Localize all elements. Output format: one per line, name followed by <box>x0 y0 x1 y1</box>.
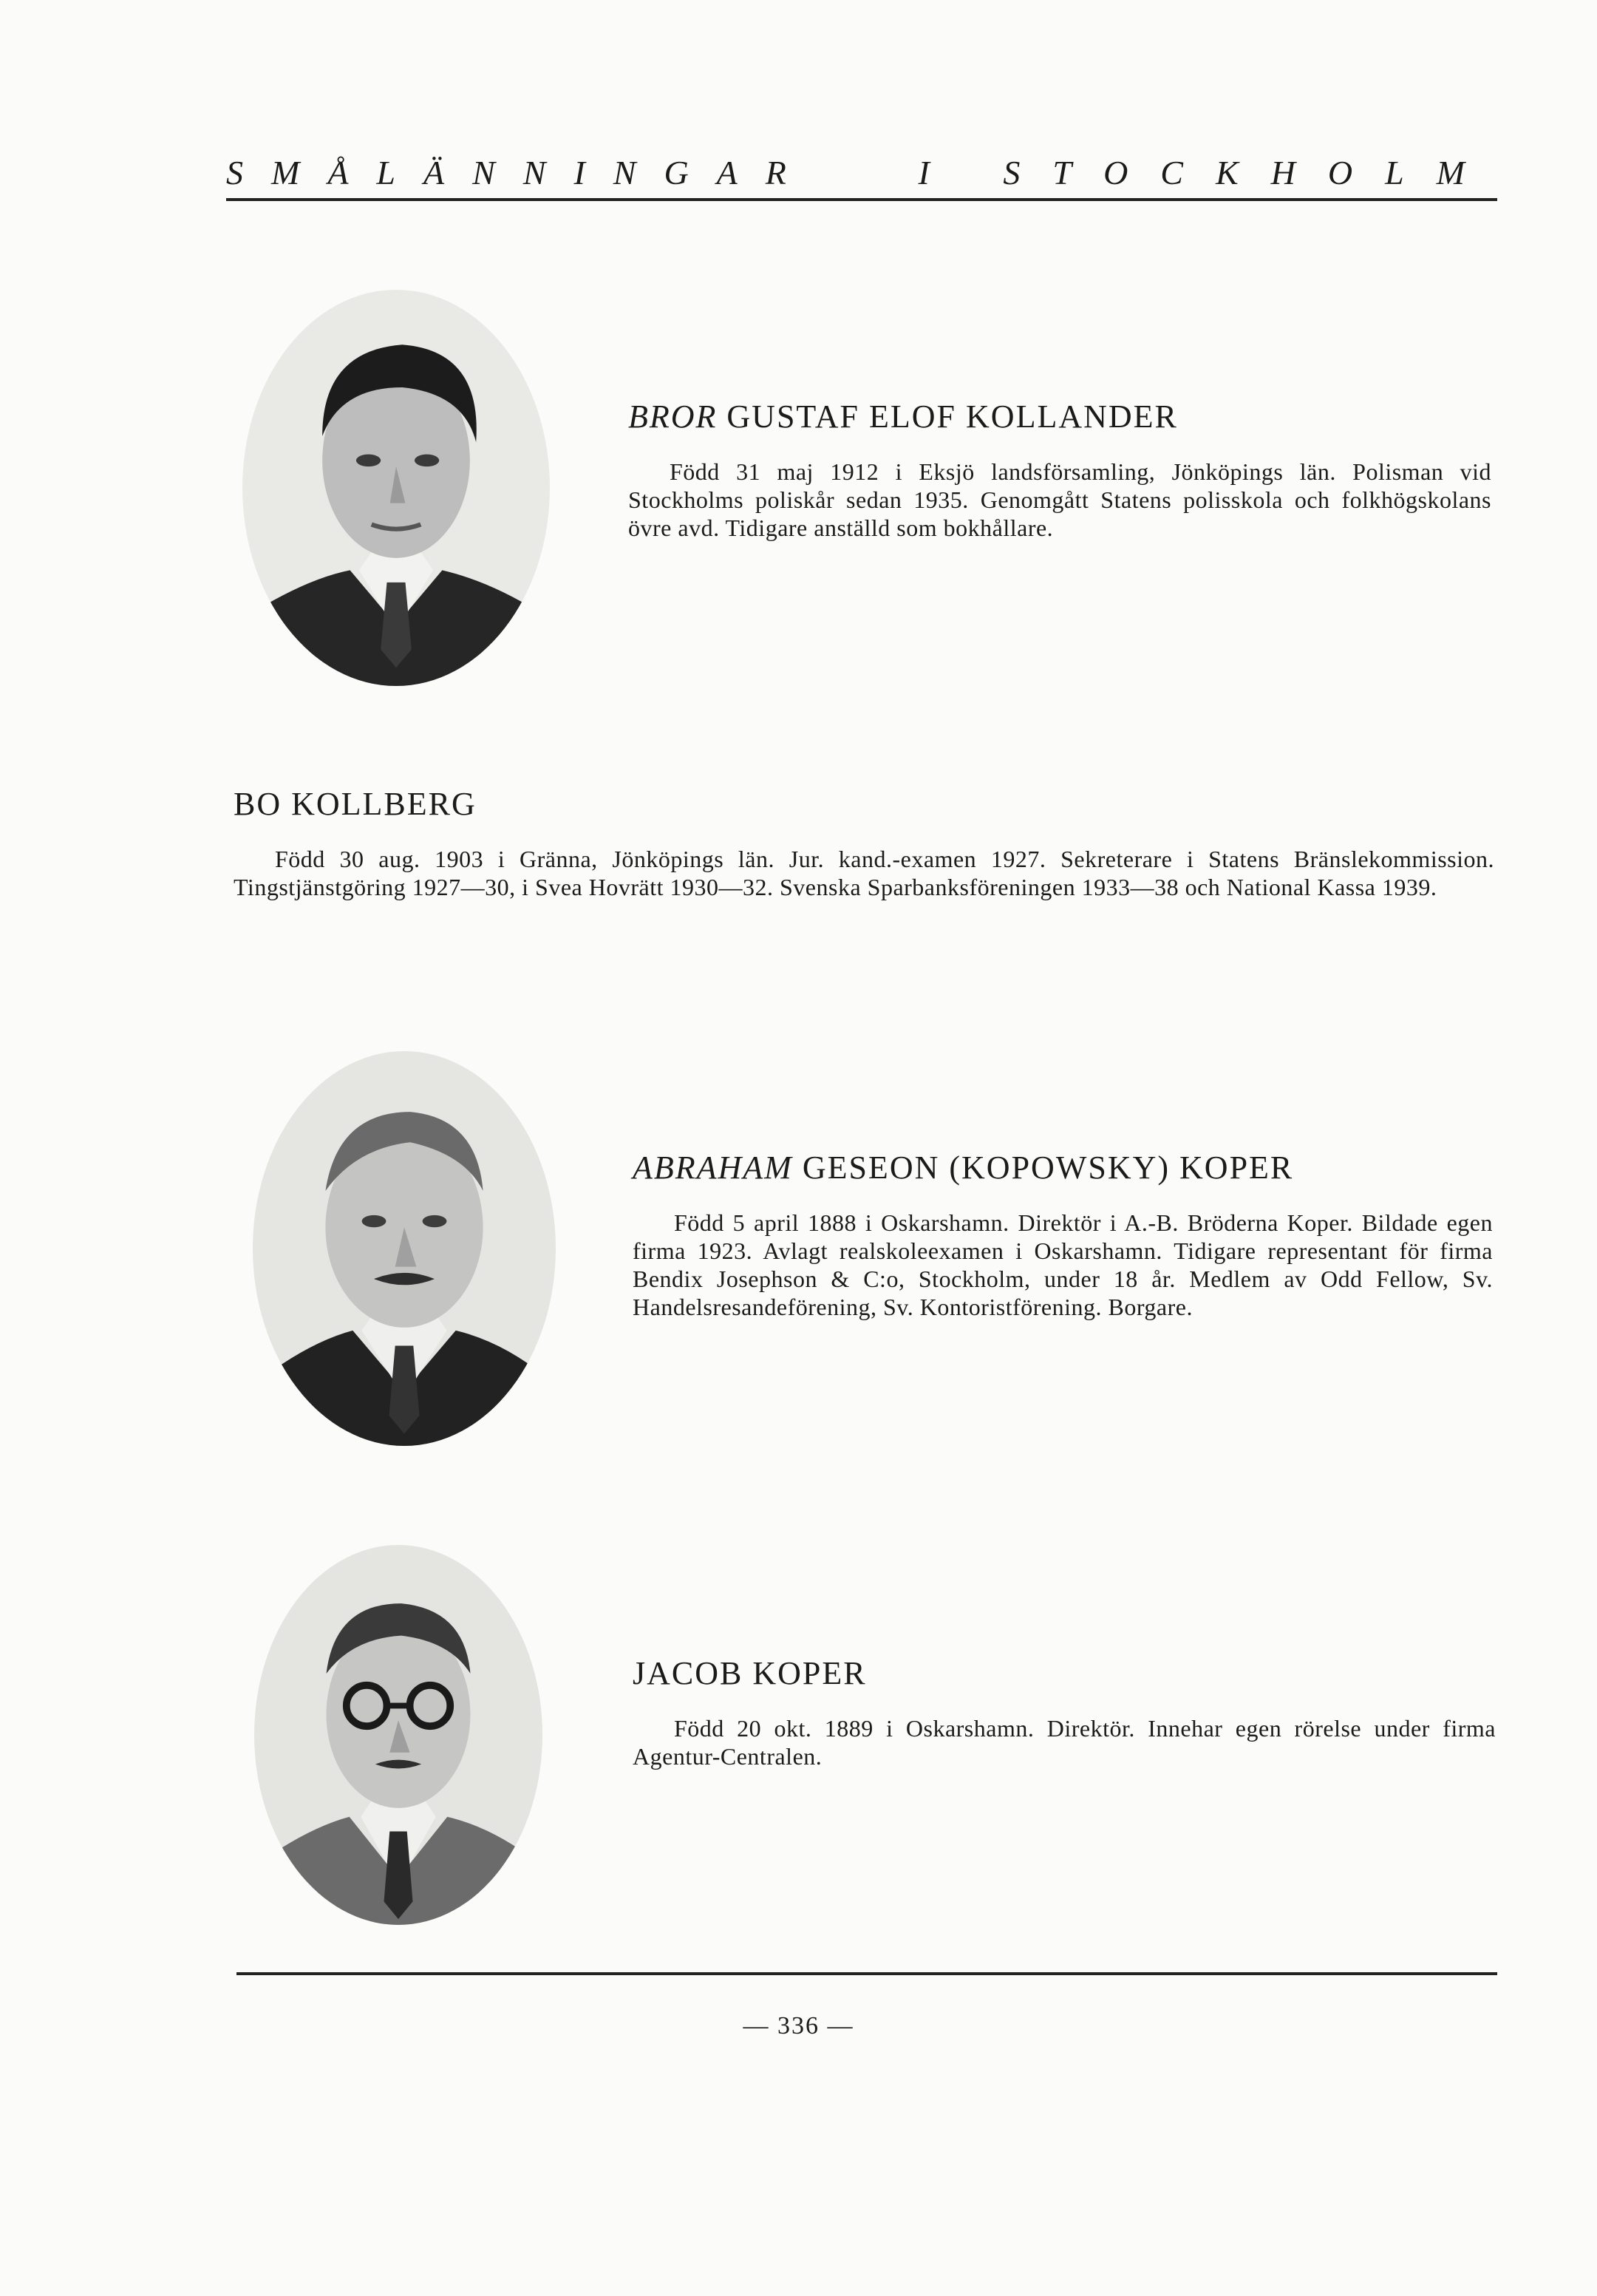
entry-name <box>628 398 1491 435</box>
footer-rule <box>236 1972 1497 1975</box>
running-header <box>226 140 1497 192</box>
entry-jacob-koper <box>633 1654 1496 1770</box>
entry-surname: GUSTAF ELOF KOLLANDER <box>726 398 1178 435</box>
portrait-kollander <box>242 290 550 686</box>
entry-bio: Född 20 okt. 1889 i Oskarshamn. Direktör. Innehar egen rörelse under firma Agentur-Centralen. <box>633 1715 1496 1770</box>
header-title-right: I STOCKHOLM <box>918 154 1497 191</box>
entry-given-name: ABRAHAM <box>633 1149 793 1186</box>
page-number: — 336 — <box>743 2012 854 2039</box>
entry-bio: Född 30 aug. 1903 i Gränna, Jönköpings län. Jur. kand.-examen 1927. Sekreterare i Statens Bränslekommission. Tingstjänstgöring 1927—30, i Svea Hovrätt 1930—32. Svenska Sparbanksföreningen 1933—38 och National Kassa 1939. <box>234 846 1494 900</box>
entry-name <box>633 1149 1493 1186</box>
entry-name <box>633 1654 1496 1692</box>
header-rule <box>226 198 1497 201</box>
entry-kollberg <box>234 785 1494 901</box>
portrait-jacob-koper <box>254 1545 542 1925</box>
entry-surname: JACOB KOPER <box>633 1655 867 1691</box>
header-title-left: SMÅLÄNNINGAR <box>226 154 814 191</box>
entry-kollander <box>628 398 1491 542</box>
entry-abraham-koper <box>633 1149 1493 1321</box>
entry-surname: BO KOLLBERG <box>234 786 477 822</box>
entry-bio: Född 31 maj 1912 i Eksjö landsförsamling, Jönköpings län. Polisman vid Stockholms poliskår sedan 1935. Genomgått Statens polisskola och folkhögskolans övre avd. Tidigare anställd som bokhållare. <box>628 458 1491 541</box>
entry-surname: GESEON (KOPOWSKY) KOPER <box>802 1149 1294 1186</box>
portrait-abraham-koper <box>253 1051 556 1446</box>
entry-name <box>234 785 1494 823</box>
entry-bio: Född 5 april 1888 i Oskarshamn. Direktör i A.-B. Bröderna Koper. Bildade egen firma 1923. Avlagt realskoleexamen i Oskarshamn. Tidigare representant för firma Bendix Josephson & C:o, Stockholm, under 18 år. Medlem av Odd Fellow, Sv. Handelsresandeförening, Sv. Kontoristförening. Borgare. <box>633 1209 1493 1320</box>
entry-given-name: BROR <box>628 398 718 435</box>
